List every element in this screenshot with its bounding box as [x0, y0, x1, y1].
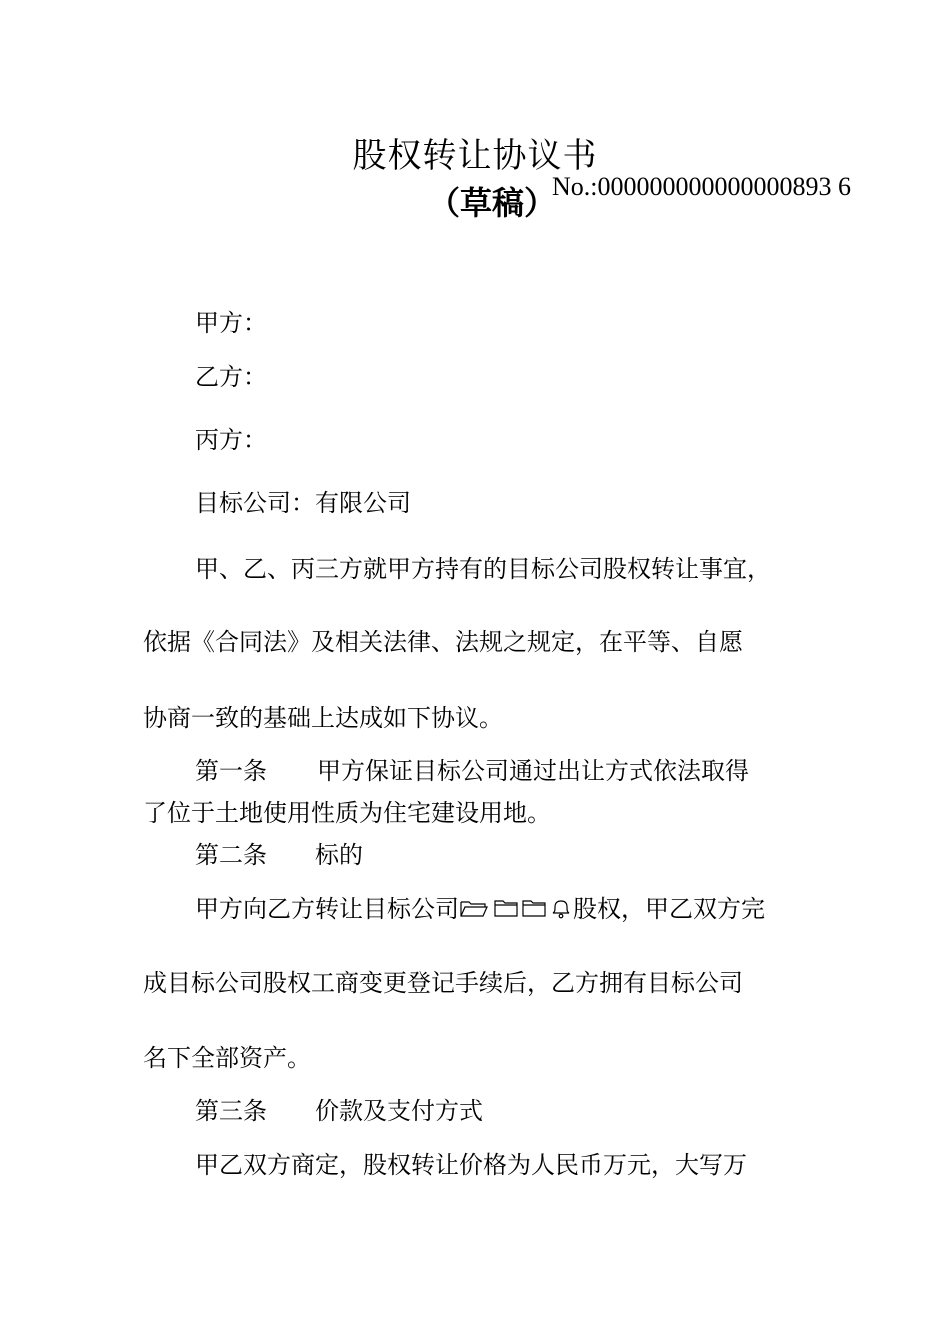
intro-line-1: 甲、乙、丙三方就甲方持有的目标公司股权转让事宜， [195, 555, 771, 583]
article-2-line-1 [195, 894, 765, 924]
party-b-label: 乙方： [195, 363, 267, 391]
folder-open-icon [461, 902, 487, 916]
party-a-label: 甲方： [195, 309, 267, 337]
article-2-heading: 第二条 [195, 841, 267, 869]
article-2-text-post: 股权，甲乙双方完 [573, 895, 765, 923]
folder-icon [523, 901, 545, 916]
article-3-title: 价款及支付方式 [315, 1097, 483, 1125]
article-1-line-1 [195, 756, 749, 786]
target-company-label: 目标公司：有限公司 [195, 489, 411, 517]
document-subtitle: （草稿） [428, 184, 557, 222]
article-2-title: 标的 [315, 841, 363, 869]
article-2-heading-line [195, 840, 363, 870]
article-2-line-2: 成目标公司股权工商变更登记手续后，乙方拥有目标公司 [143, 969, 743, 997]
article-1-line-2: 了位于土地使用性质为住宅建设用地。 [143, 799, 551, 827]
article-3-heading-line [195, 1096, 483, 1126]
article-2-line-3: 名下全部资产。 [143, 1044, 311, 1072]
intro-line-3: 协商一致的基础上达成如下协议。 [143, 704, 503, 732]
article-2-text-pre: 甲方向乙方转让目标公司 [195, 895, 459, 923]
placeholder-icons [459, 896, 573, 920]
bell-icon [553, 901, 569, 918]
article-3-line-1: 甲乙双方商定，股权转让价格为人民币万元，大写万 [195, 1151, 747, 1179]
document-number: No.:000000000000000893 6 [552, 172, 851, 201]
intro-line-2: 依据《合同法》及相关法律、法规之规定，在平等、自愿 [143, 628, 743, 656]
folder-icon [495, 901, 517, 916]
article-3-heading: 第三条 [195, 1097, 267, 1125]
party-c-label: 丙方： [195, 426, 267, 454]
article-1-heading: 第一条 [195, 757, 267, 785]
document-title: 股权转让协议书 [352, 136, 598, 176]
article-1-text-1: 甲方保证目标公司通过出让方式依法取得 [317, 757, 749, 785]
